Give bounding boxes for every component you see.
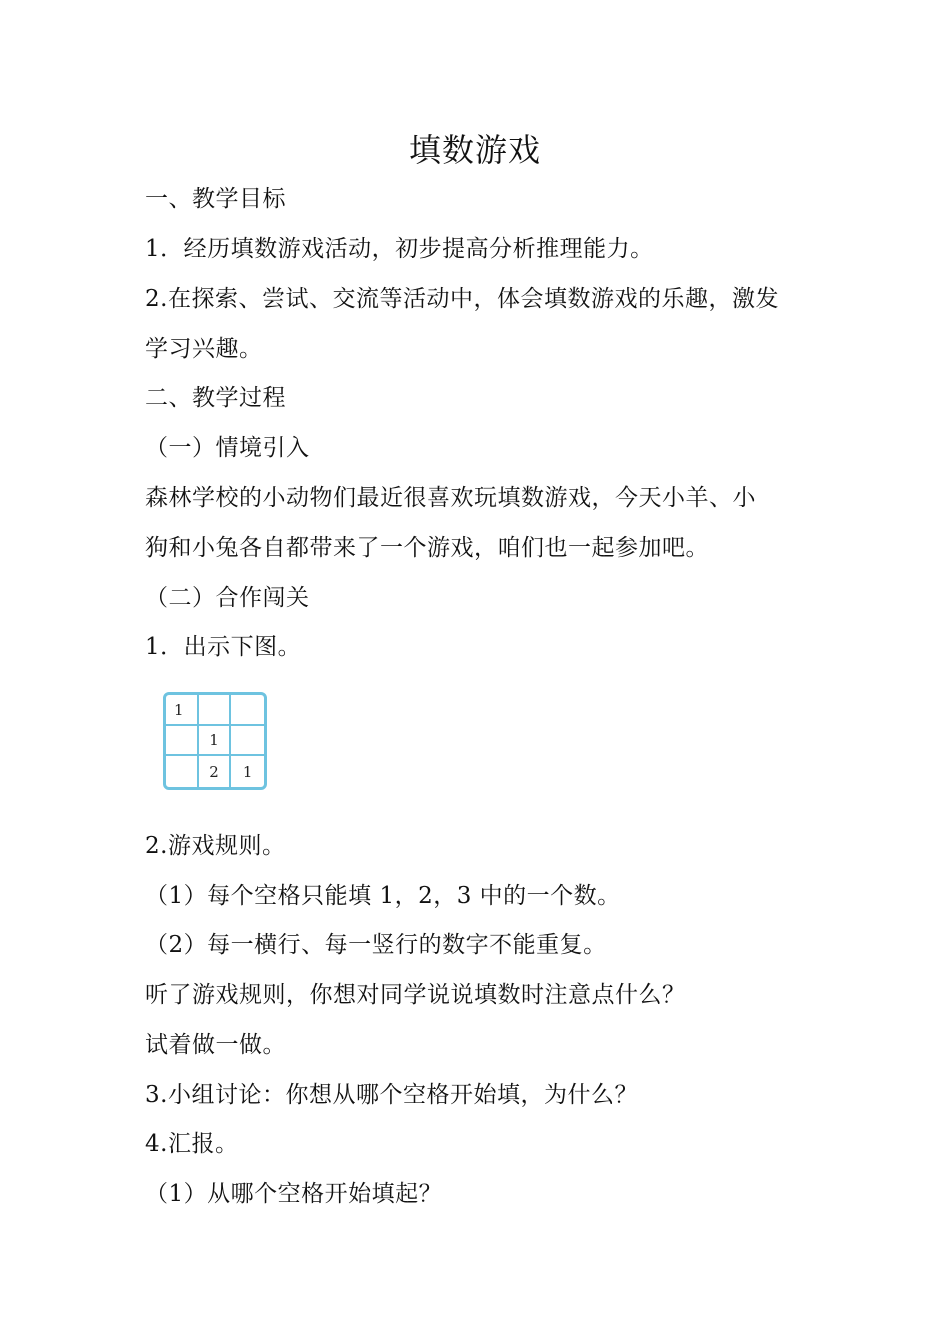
- intro-paragraph-line-1: 森林学校的小动物们最近很喜欢玩填数游戏，今天小羊、小: [145, 485, 756, 511]
- puzzle-cell: [231, 695, 264, 726]
- section-heading-goals: 一、教学目标: [145, 186, 286, 212]
- intro-paragraph-line-2: 狗和小兔各自都带来了一个游戏，咱们也一起参加吧。: [145, 535, 709, 561]
- goal-item-2: 2.在探索、尝试、交流等活动中，体会填数游戏的乐趣，激发: [145, 286, 779, 312]
- section-heading-process: 二、教学过程: [145, 385, 286, 411]
- puzzle-cell: [231, 726, 264, 757]
- puzzle-cell: [166, 756, 199, 787]
- step-3-group-discussion: 3.小组讨论：你想从哪个空格开始填，为什么？: [145, 1082, 638, 1108]
- puzzle-grid: [163, 692, 267, 790]
- rule-2: （2）每一横行、每一竖行的数字不能重复。: [145, 932, 607, 958]
- step-4-report: 4.汇报。: [145, 1131, 239, 1157]
- question-rules: 听了游戏规则，你想对同学说说填数时注意点什么？: [145, 982, 686, 1008]
- goal-item-2-continued: 学习兴趣。: [145, 336, 263, 362]
- subsection-heading-intro: （一）情境引入: [145, 435, 310, 461]
- puzzle-cell: 1: [199, 726, 232, 757]
- puzzle-cell: [166, 726, 199, 757]
- rule-1: （1）每个空格只能填 1，2，3 中的一个数。: [145, 883, 621, 909]
- puzzle-cell: 1: [242, 762, 253, 781]
- page-title: 填数游戏: [408, 131, 541, 169]
- subsection-heading-cooperation: （二）合作闯关: [145, 585, 310, 611]
- goal-item-1: 1．经历填数游戏活动，初步提高分析推理能力。: [145, 236, 654, 262]
- try-it: 试着做一做。: [145, 1032, 286, 1058]
- report-question-1: （1）从哪个空格开始填起？: [145, 1181, 443, 1207]
- puzzle-figure: [161, 688, 273, 798]
- step-1-show-figure: 1．出示下图。: [145, 634, 302, 660]
- puzzle-cell: [199, 695, 232, 726]
- puzzle-cell: 2: [199, 756, 232, 787]
- step-2-rules: 2.游戏规则。: [145, 833, 286, 859]
- puzzle-cell: 1: [166, 695, 199, 726]
